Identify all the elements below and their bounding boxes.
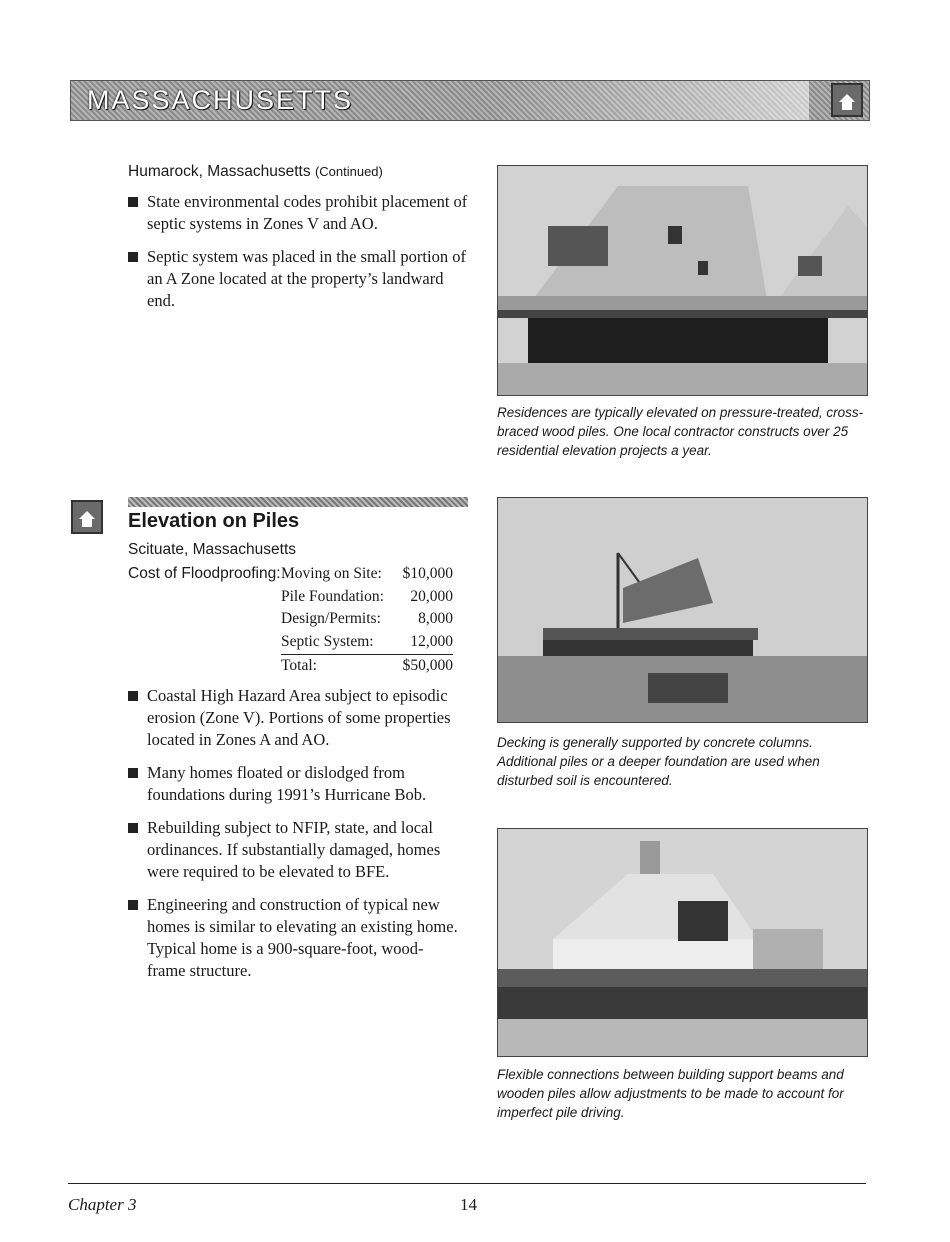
cost-row: [128, 565, 458, 588]
cost-item: Pile Foundation:: [281, 587, 384, 605]
photo2-caption: Decking is generally supported by concrete columns. Additional piles or a deeper foundation are used when disturbed soil is encountered.: [497, 735, 820, 788]
photo-elevated-residences-image: [498, 166, 867, 395]
photo1-caption: Residences are typically elevated on pressure-treated, cross-braced wood piles. One local contractor constructs over 25 residential elevation projects a year.: [497, 405, 864, 458]
cost-item: Septic System:: [281, 632, 374, 650]
footer-chapter: Chapter 3: [68, 1195, 137, 1214]
cost-total-row: [128, 655, 458, 679]
footer-rule: [68, 1183, 866, 1184]
photo-decking-columns-image: [498, 498, 867, 722]
continued-label: (Continued): [314, 164, 383, 179]
cost-value: 8,000: [418, 610, 453, 627]
list-item: Septic system was placed in the small portion of an A Zone located at the property’s landward end.: [128, 246, 468, 312]
total-rule: [281, 654, 453, 655]
photo-decking-columns: [497, 497, 868, 723]
list-item: Rebuilding subject to NFIP, state, and local ordinances. If substantially damaged, homes were required to be elevated to BFE.: [128, 817, 458, 883]
list-item: Many homes floated or dislodged from foundations during 1991’s Hurricane Bob.: [128, 762, 458, 806]
list-item: Engineering and construction of typical new homes is similar to elevating an existing home. Typical home is a 900-square-foot, wood-frame structure.: [128, 894, 458, 982]
photo-flexible-connections-image: [498, 829, 867, 1056]
photo-flexible-connections: [497, 828, 868, 1057]
cost-value: $10,000: [402, 565, 453, 582]
house-icon: [71, 500, 103, 534]
cost-table: [128, 565, 458, 679]
cost-value: 12,000: [410, 632, 453, 650]
list-item: Coastal High Hazard Area subject to episodic erosion (Zone V). Portions of some properties located in Zones A and AO.: [128, 685, 458, 751]
section-location: Scituate, Massachusetts: [128, 541, 296, 558]
section-title: Elevation on Piles: [128, 510, 300, 532]
photo3-caption: Flexible connections between building support beams and wooden piles allow adjustments to be made to account for imperfect pile driving.: [497, 1067, 844, 1120]
cost-item: Moving on Site:: [281, 565, 382, 582]
page-number: 14: [460, 1195, 477, 1214]
state-banner: [70, 80, 870, 121]
banner-fade: [491, 81, 809, 120]
cost-row: [128, 633, 458, 656]
cost-row: [128, 610, 458, 633]
humarock-heading: [128, 163, 383, 181]
cost-label: Cost of Floodproofing:: [128, 565, 281, 582]
total-value: $50,000: [402, 657, 453, 674]
section-divider: [128, 497, 468, 507]
cost-row: [128, 588, 458, 611]
list-item: State environmental codes prohibit placement of septic systems in Zones V and AO.: [128, 191, 468, 235]
cost-value: 20,000: [410, 587, 453, 605]
section-bullets: [128, 685, 458, 993]
state-title: MASSACHUSETTS: [87, 85, 354, 115]
cost-item: Design/Permits:: [281, 610, 381, 627]
house-icon: [831, 83, 863, 117]
photo-elevated-residences: [497, 165, 868, 396]
humarock-location: Humarock, Massachusetts: [128, 163, 311, 180]
total-label: Total:: [281, 657, 317, 674]
humarock-bullets: [128, 191, 468, 323]
